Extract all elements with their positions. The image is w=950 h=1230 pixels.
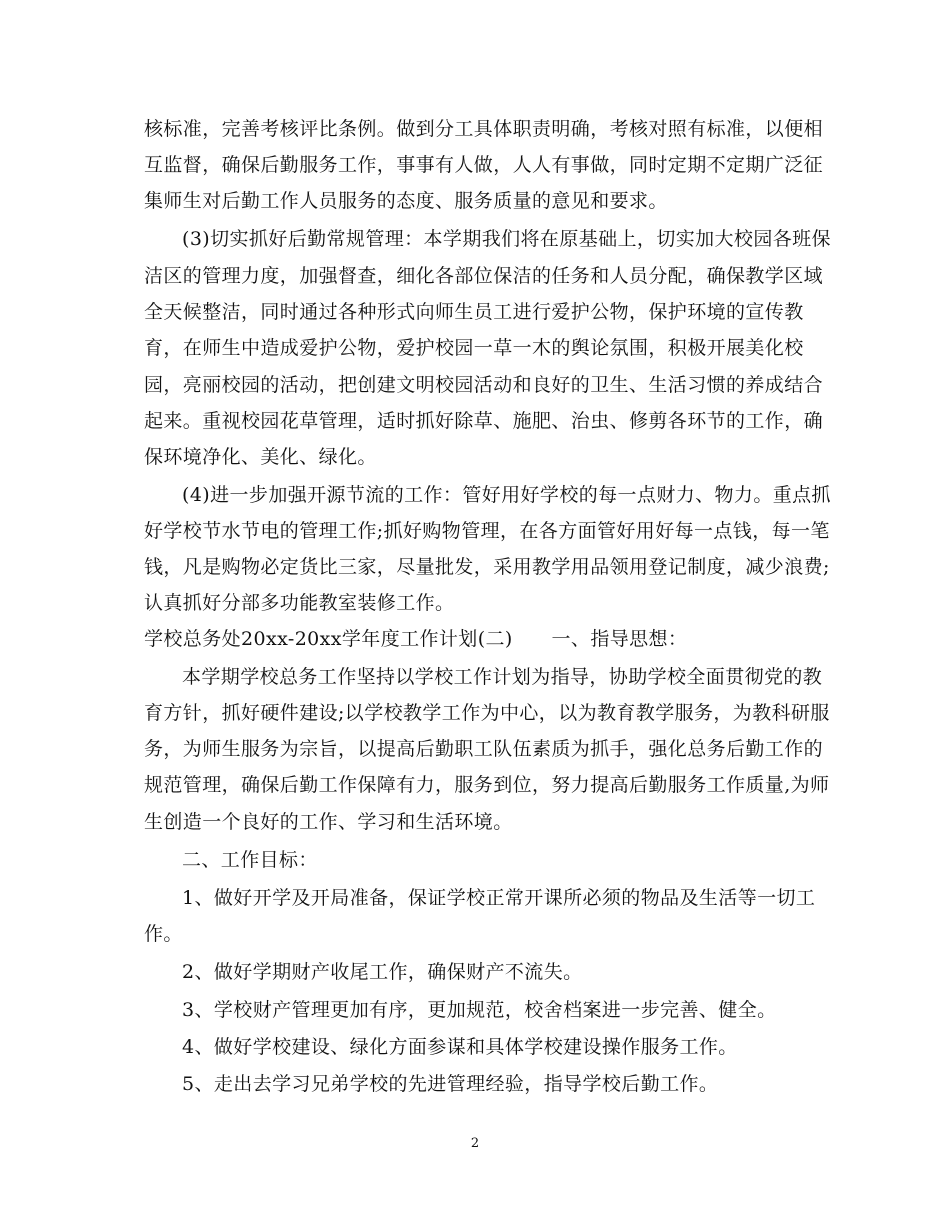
text-line: 互监督，确保后勤服务工作，事事有人做，人人有事做，同时定期不定期广泛征 <box>144 154 824 176</box>
list-item: 3、学校财产管理更加有序，更加规范，校舍档案进一步完善、健全。 <box>182 999 777 1021</box>
text-line: 育方针，抓好硬件建设;以学校教学工作为中心，以为教育教学服务，为教科研服 <box>144 702 830 724</box>
text-line: 核标准，完善考核评比条例。做到分工具体职责明确，考核对照有标准，以便相 <box>144 118 824 140</box>
section-heading: 二、工作目标： <box>182 849 318 871</box>
text-line: 好学校节水节电的管理工作;抓好购物管理，在各方面管好用好每一点钱，每一笔 <box>144 520 830 542</box>
text-line: 全天候整洁，同时通过各种形式向师生员工进行爱护公物，保护环境的宣传教 <box>144 301 804 323</box>
text-line: 钱，凡是购物必定货比三家，尽量批发，采用教学用品领用登记制度，减少浪费; <box>144 556 830 578</box>
list-item: 4、做好学校建设、绿化方面参谋和具体学校建设操作服务工作。 <box>182 1036 738 1058</box>
text-line: 作。 <box>144 923 183 945</box>
text-line: 认真抓好分部多功能教室装修工作。 <box>144 592 455 614</box>
text-line: 集师生对后勤工作人员服务的态度、服务质量的意见和要求。 <box>144 190 668 212</box>
text-line: 规范管理，确保后勤工作保障有力，服务到位，努力提高后勤服务工作质量,为师 <box>144 774 830 796</box>
text-line: 起来。重视校园花草管理，适时抓好除草、施肥、治虫、修剪各环节的工作，确 <box>144 410 824 432</box>
list-item: 5、走出去学习兄弟学校的先进管理经验，指导学校后勤工作。 <box>182 1073 719 1095</box>
list-item: 2、做好学期财产收尾工作，确保财产不流失。 <box>182 961 583 983</box>
paragraph-start-line: (3)切实抓好后勤常规管理：本学期我们将在原基础上，切实加大校园各班保 <box>182 228 831 250</box>
text-line: 保环境净化、美化、绿化。 <box>144 446 377 468</box>
paragraph-start-line: 本学期学校总务工作坚持以学校工作计划为指导，协助学校全面贯彻党的教 <box>182 666 823 688</box>
text-line: 生创造一个良好的工作、学习和生活环境。 <box>144 811 513 833</box>
page-number: 2 <box>470 1136 480 1151</box>
text-line: 园，亮丽校园的活动，把创建文明校园活动和良好的卫生、生活习惯的养成结合 <box>144 374 824 396</box>
text-line: 务，为师生服务为宗旨，以提高后勤职工队伍素质为抓手，强化总务后勤工作的 <box>144 738 824 760</box>
paragraph-start-line: (4)进一步加强开源节流的工作：管好用好学校的每一点财力、物力。重点抓 <box>182 484 831 506</box>
section-title-line: 学校总务处20xx-20xx学年度工作计划(二) 一、指导思想： <box>144 628 688 650</box>
text-line: 洁区的管理力度，加强督查，细化各部位保洁的任务和人员分配，确保教学区域 <box>144 265 824 287</box>
text-line: 育，在师生中造成爱护公物，爱护校园一草一木的舆论氛围，积极开展美化校 <box>144 337 804 359</box>
list-item: 1、做好开学及开局准备，保证学校正常开课所必须的物品及生活等一切工 <box>182 887 816 909</box>
